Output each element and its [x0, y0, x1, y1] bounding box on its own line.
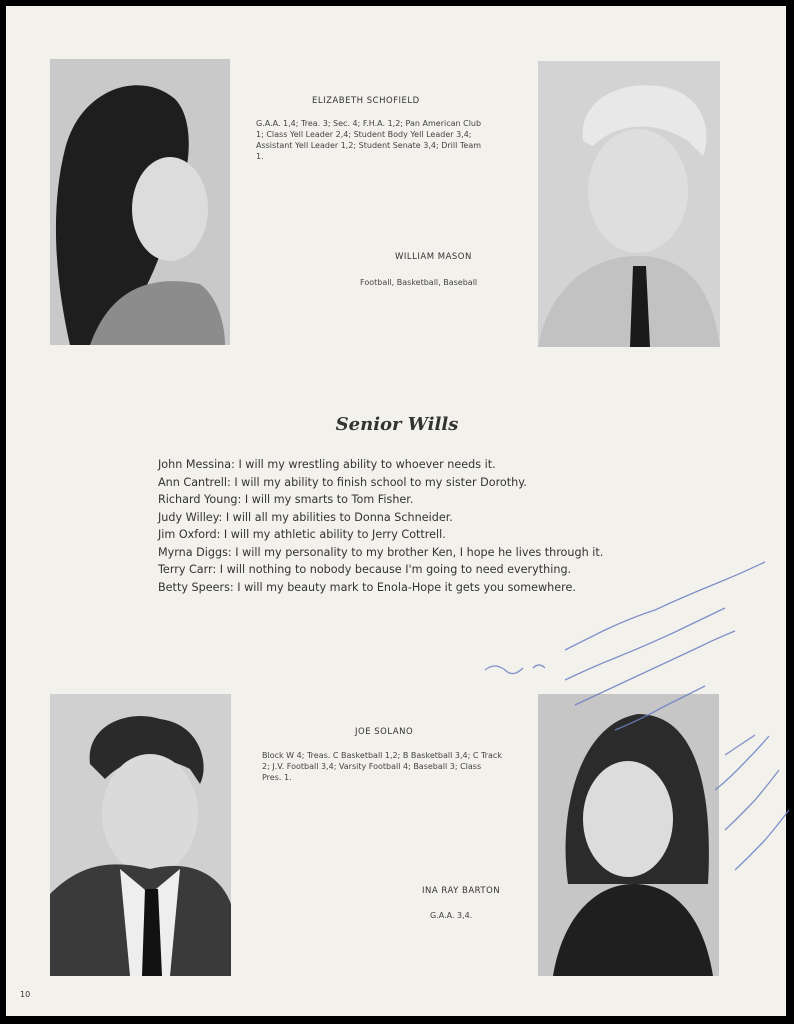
- will-entry: John Messina: I will my wrestling ability to whoever needs it.: [158, 458, 496, 471]
- portrait-joe-solano: [50, 694, 231, 976]
- will-entry: Richard Young: I will my smarts to Tom Fisher.: [158, 493, 414, 506]
- student-activities: G.A.A. 1,4; Trea. 3; Sec. 4; F.H.A. 1,2; Pan American Club 1; Class Yell Leader 2,4; Student Body Yell Leader 3,4; Assistant Yell Leader 1,2; Student Senate 3,4; Drill Team 1.: [256, 119, 482, 161]
- will-entry: Betty Speers: I will my beauty mark to Enola-Hope it gets you somewhere.: [158, 580, 576, 594]
- senior-wills-title: Senior Wills: [335, 414, 459, 435]
- will-entry: Jim Oxford: I will my athletic ability to Jerry Cottrell.: [158, 528, 446, 541]
- portrait-william-mason: [538, 61, 720, 347]
- page-number: 10: [20, 990, 31, 999]
- handwritten-signature: [475, 540, 794, 900]
- student-name: INA RAY BARTON: [422, 886, 501, 896]
- will-entry: Ann Cantrell: I will my ability to finish school to my sister Dorothy.: [158, 475, 527, 489]
- will-entry: Terry Carr: I will nothing to nobody because I'm going to need everything.: [158, 563, 572, 576]
- portrait-elizabeth-schofield: [50, 59, 230, 345]
- student-name: JOE SOLANO: [355, 727, 414, 737]
- will-entry: Myrna Diggs: I will my personality to my brother Ken, I hope he lives through it.: [158, 545, 604, 559]
- student-name: ELIZABETH SCHOFIELD: [312, 96, 420, 106]
- student-activities: Football, Basketball, Baseball: [360, 278, 478, 287]
- will-entry: Judy Willey: I will all my abilities to Donna Schneider.: [158, 510, 453, 524]
- student-name: WILLIAM MASON: [395, 252, 472, 262]
- student-activities: Block W 4; Treas. C Basketball 1,2; B Basketball 3,4; C Track 2; J.V. Football 3,4; Varsity Football 4; Baseball 3; Class Pres. 1.: [262, 751, 502, 782]
- student-activities: G.A.A. 3,4.: [430, 911, 473, 920]
